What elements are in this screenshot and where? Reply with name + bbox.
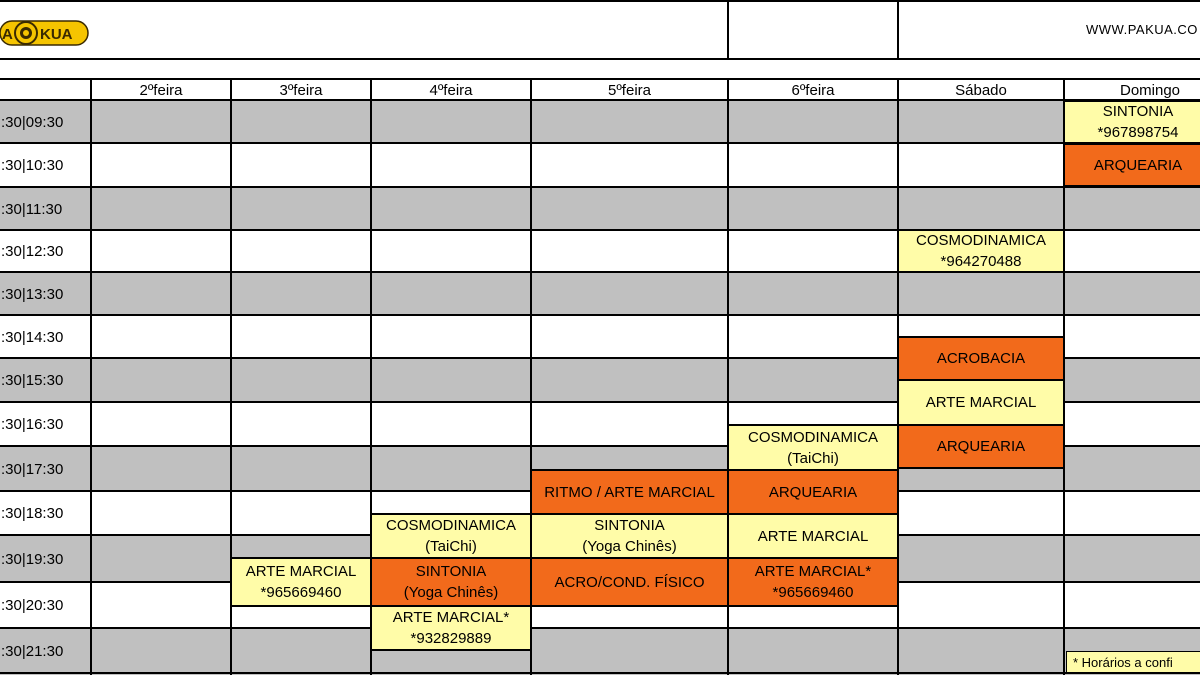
class-phone: *965669460 [772, 584, 854, 601]
time-slot-label: :30|13:30 [1, 285, 64, 303]
time-slot-label: :30|21:30 [1, 642, 64, 660]
class-block-friday-arte-marcial-2 [727, 557, 899, 607]
class-name: ARTE MARCIAL* [392, 609, 510, 626]
class-name: COSMODINAMICA [385, 517, 516, 534]
svg-text:A: A [2, 26, 13, 43]
header-top-border [0, 0, 1200, 2]
row-bg [0, 100, 1200, 143]
time-slot-label: :30|16:30 [1, 416, 64, 433]
day-header-thursday: 5ºfeira [607, 81, 651, 99]
time-slot-label: :30|14:30 [1, 328, 64, 346]
class-name: RITMO / ARTE MARCIAL [544, 483, 715, 501]
grid-line [0, 627, 1200, 629]
class-block-wednesday-cosmodinamica [370, 513, 532, 559]
class-block-thursday-ritmo [530, 469, 729, 515]
time-slot-label: :30|17:30 [1, 460, 64, 478]
row-bg [0, 628, 1200, 675]
class-phone: *967898754 [1097, 124, 1179, 141]
class-subtitle: (Yoga Chinês) [582, 538, 677, 555]
class-name: ARTE MARCIAL [757, 527, 869, 545]
class-block-sunday-arquearia [1063, 143, 1200, 187]
day-header-wednesday: 4ºfeira [429, 81, 473, 99]
grid-line [0, 186, 1200, 188]
time-slot-label: :30|12:30 [1, 243, 64, 260]
day-header-sunday: Domingo [1119, 81, 1181, 99]
class-block-saturday-arte-marcial [897, 379, 1065, 426]
time-slot-label: :30|10:30 [1, 157, 64, 174]
class-block-friday-cosmodinamica [727, 424, 899, 471]
class-block-sunday-sintonia [1063, 100, 1200, 144]
class-name: COSMODINAMICA [915, 232, 1046, 249]
grid-line [90, 78, 92, 675]
class-name: ARTE MARCIAL* [754, 563, 872, 580]
header-divider [897, 0, 899, 60]
row-bg [0, 187, 1200, 230]
class-subtitle: (TaiChi) [425, 538, 477, 555]
class-name: ARTE MARCIAL [925, 394, 1037, 411]
class-block-saturday-cosmodinamica [897, 229, 1065, 273]
website-url: WWW.PAKUA.CO [1086, 22, 1198, 37]
class-block-thursday-sintonia [530, 513, 729, 559]
class-block-saturday-acrobacia [897, 336, 1065, 381]
time-slot-label: :30|09:30 [1, 113, 64, 131]
class-block-wednesday-arte-marcial [370, 605, 532, 651]
class-name: SINTONIA [415, 563, 487, 580]
grid-line [0, 314, 1200, 316]
class-block-thursday-acro [530, 557, 729, 607]
class-name: SINTONIA [1102, 103, 1174, 120]
class-name: ARTE MARCIAL [245, 563, 357, 580]
footnote: * Horários a confi [1066, 651, 1200, 673]
pakua-logo [0, 19, 90, 47]
class-subtitle: (Yoga Chinês) [403, 584, 499, 601]
class-block-friday-arte-marcial [727, 513, 899, 559]
day-header-friday: 6ºfeira [791, 81, 835, 99]
class-name: SINTONIA [594, 517, 665, 534]
class-block-friday-arquearia [727, 469, 899, 515]
class-name: ACRO/COND. FÍSICO [554, 573, 705, 591]
time-slot-label: :30|11:30 [1, 200, 63, 218]
header-bottom-border [0, 58, 1200, 60]
time-slot-label: :30|18:30 [1, 505, 64, 522]
class-name: ARQUEARIA [768, 483, 858, 501]
class-subtitle: (TaiChi) [787, 449, 839, 467]
class-block-tuesday-arte-marcial [230, 557, 372, 607]
class-phone: *964270488 [940, 253, 1022, 270]
class-block-saturday-arquearia [897, 424, 1065, 469]
class-name: ACROBACIA [936, 350, 1026, 367]
time-slot-label: :30|20:30 [1, 597, 64, 614]
class-name: COSMODINAMICA [747, 428, 878, 446]
day-header-saturday: Sábado [955, 81, 1007, 99]
class-block-wednesday-sintonia [370, 557, 532, 607]
class-name: ARQUEARIA [1093, 156, 1183, 174]
time-slot-label: :30|15:30 [1, 372, 64, 389]
grid-line [0, 142, 1200, 144]
day-header-tuesday: 3ºfeira [279, 81, 323, 99]
class-phone: *932829889 [410, 630, 492, 647]
row-bg [0, 272, 1200, 315]
class-name: ARQUEARIA [936, 438, 1026, 455]
row-bg [0, 143, 1200, 187]
header-divider [727, 0, 729, 60]
svg-text:KUA: KUA [40, 26, 73, 43]
time-slot-label: :30|19:30 [1, 550, 64, 568]
class-phone: *965669460 [260, 584, 342, 601]
grid-line [0, 672, 1200, 674]
day-header-monday: 2ºfeira [139, 81, 183, 99]
